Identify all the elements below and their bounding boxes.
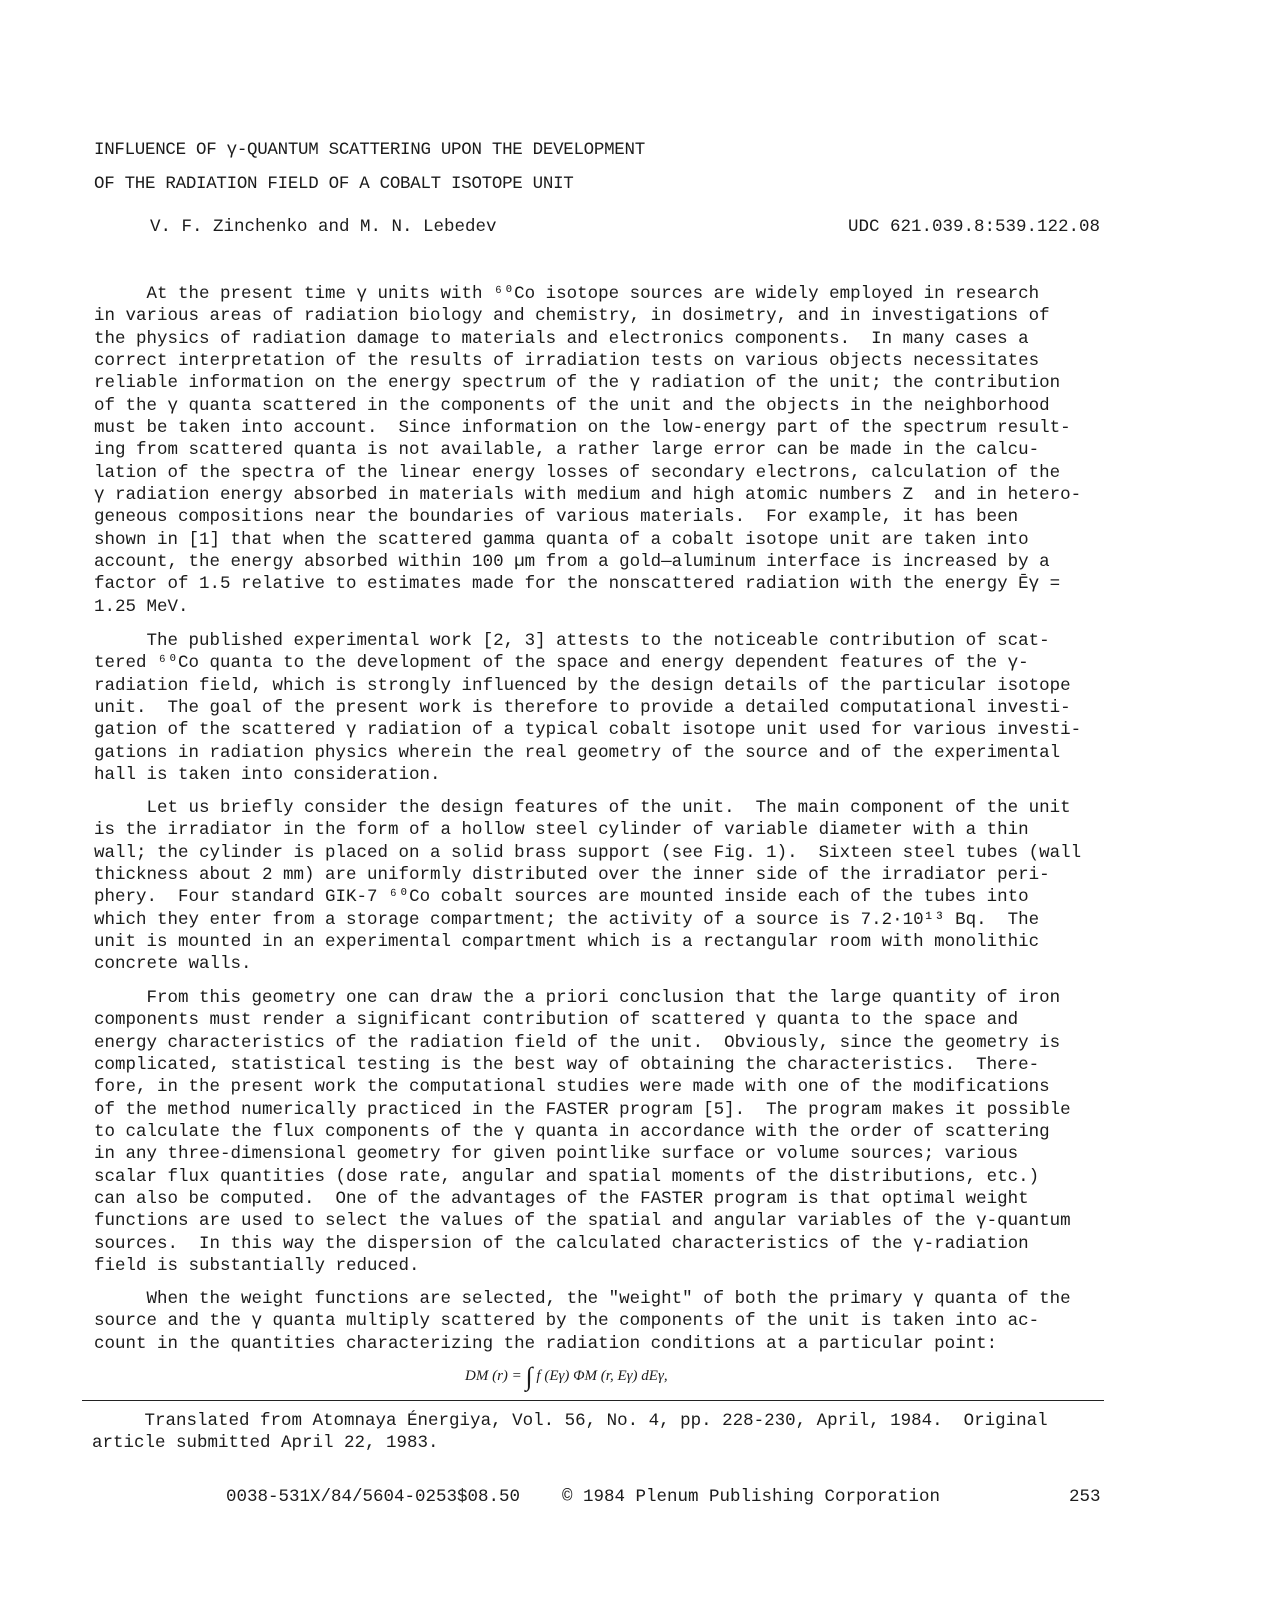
paragraph-4 [94,987,1139,1277]
paragraph-2 [94,630,1139,786]
article-code: 0038-531X/84/5604-0253$08.50 [226,1487,521,1507]
text-line: gation of the scattered γ radiation of a typical cobalt isotope unit used for various investi- [94,720,1082,741]
text-line: tered ⁶⁰Co quanta to the development of the space and energy dependent features of the γ- [94,653,1029,674]
title-line-2: OF THE RADIATION FIELD OF A COBALT ISOTOPE UNIT [94,174,574,194]
text-line: unit is mounted in an experimental compartment which is a rectangular room with monolithic [94,932,1040,953]
text-line: wall; the cylinder is placed on a solid brass support (see Fig. 1). Sixteen steel tubes (wall [94,842,1082,863]
dose-formula [465,1362,668,1392]
text-line: From this geometry one can draw the a priori conclusion that the large quantity of iron [94,988,1061,1008]
udc-code: UDC 621.039.8:539.122.08 [848,217,1101,237]
text-line: At the present time γ units with ⁶⁰Co isotope sources are widely employed in research [94,284,1040,304]
text-line: components must render a significant contribution of scattered γ quanta to the space and [94,1010,1019,1031]
text-line: gations in radiation physics wherein the real geometry of the source and of the experimental [94,742,1061,763]
text-line: in various areas of radiation biology and chemistry, in dosimetry, and in investigations of [94,306,1050,327]
text-line: of the method numerically practiced in the FASTER program [5]. The program makes it possible [94,1099,1071,1120]
text-line: is the irradiator in the form of a hollow steel cylinder of variable diameter with a thin [94,820,1029,841]
text-line: lation of the spectra of the linear energy losses of secondary electrons, calculation of the [94,462,1061,483]
text-line: fore, in the present work the computational studies were made with one of the modifications [94,1077,1050,1098]
paragraph-5 [94,1288,1139,1355]
text-line: sources. In this way the dispersion of the calculated characteristics of the γ-radiation [94,1233,1029,1254]
text-line: account, the energy absorbed within 100 µm from a gold—aluminum interface is increased by a [94,552,1050,573]
text-line: hall is taken into consideration. [94,765,441,786]
text-line: scalar flux quantities (dose rate, angular and spatial moments of the distributions, etc.) [94,1166,1040,1187]
text-line: correct interpretation of the results of irradiation tests on various objects necessitates [94,351,1040,372]
text-line: reliable information on the energy spectrum of the γ radiation of the unit; the contribution [94,373,1061,394]
text-line: count in the quantities characterizing the radiation conditions at a particular point: [94,1333,998,1354]
text-line: shown in [1] that when the scattered gamma quanta of a cobalt isotope unit are taken into [94,529,1029,550]
text-line: the physics of radiation damage to materials and electronics components. In many cases a [94,328,1029,349]
text-line: unit. The goal of the present work is therefore to provide a detailed computational investi- [94,698,1071,719]
text-line: When the weight functions are selected, the "weight" of both the primary γ quanta of the [94,1289,1071,1309]
integral-sign: ∫ [525,1362,533,1391]
text-line: of the γ quanta scattered in the components of the unit and the objects in the neighborhood [94,395,1050,416]
text-line: The published experimental work [2, 3] attests to the noticeable contribution of scat- [94,631,1050,651]
text-line: phery. Four standard GIK-7 ⁶⁰Co cobalt sources are mounted inside each of the tubes into [94,887,1029,908]
text-line: Let us briefly consider the design features of the unit. The main component of the unit [94,798,1071,818]
text-line: thickness about 2 mm) are uniformly distributed over the inner side of the irradiator peri- [94,865,1050,886]
text-line: complicated, statistical testing is the best way of obtaining the characteristics. There- [94,1055,1040,1076]
text-line: functions are used to select the values of the spatial and angular variables of the γ-quantum [94,1211,1071,1232]
text-line: source and the γ quanta multiply scattered by the components of the unit is taken into ac- [94,1311,1040,1332]
text-line: concrete walls. [94,954,252,975]
text-line: factor of 1.5 relative to estimates made for the nonscattered radiation with the energy Ēγ = [94,574,1061,595]
text-line: in any three-dimensional geometry for given pointlike surface or volume sources; various [94,1144,1019,1165]
paragraph-1 [94,283,1139,618]
title-line-1: INFLUENCE OF γ-QUANTUM SCATTERING UPON THE DEVELOPMENT [94,140,645,160]
footnote-divider [82,1400,1104,1401]
authors: V. F. Zinchenko and M. N. Lebedev [150,217,497,237]
text-line: can also be computed. One of the advantages of the FASTER program is that optimal weight [94,1189,1029,1210]
text-line: field is substantially reduced. [94,1256,420,1277]
formula-rhs: f (Eγ) ΦM (r, Eγ) dEγ, [536,1368,668,1384]
text-line: γ radiation energy absorbed in materials with medium and high atomic numbers Z and in hetero- [94,485,1082,506]
footnote-line-1: Translated from Atomnaya Énergiya, Vol. 56, No. 4, pp. 228-230, April, 1984. Original [92,1411,1048,1431]
translation-footnote [92,1410,1048,1455]
text-line: radiation field, which is strongly influenced by the design details of the particular isotope [94,675,1071,696]
text-line: 1.25 MeV. [94,596,189,617]
copyright-notice: © 1984 Plenum Publishing Corporation [562,1487,941,1507]
text-line: energy characteristics of the radiation field of the unit. Obviously, since the geometry is [94,1032,1061,1053]
text-line: to calculate the flux components of the γ quanta in accordance with the order of scattering [94,1122,1050,1143]
footnote-line-2: article submitted April 22, 1983. [92,1433,439,1454]
text-line: which they enter from a storage compartment; the activity of a source is 7.2·10¹³ Bq. The [94,909,1040,930]
text-line: must be taken into account. Since information on the low-energy part of the spectrum result- [94,418,1071,439]
paragraph-3 [94,797,1139,976]
formula-lhs: DM (r) = [465,1368,522,1384]
page-number: 253 [1069,1487,1101,1507]
text-line: geneous compositions near the boundaries of various materials. For example, it has been [94,507,1019,528]
text-line: ing from scattered quanta is not available, a rather large error can be made in the calcu- [94,440,1040,461]
